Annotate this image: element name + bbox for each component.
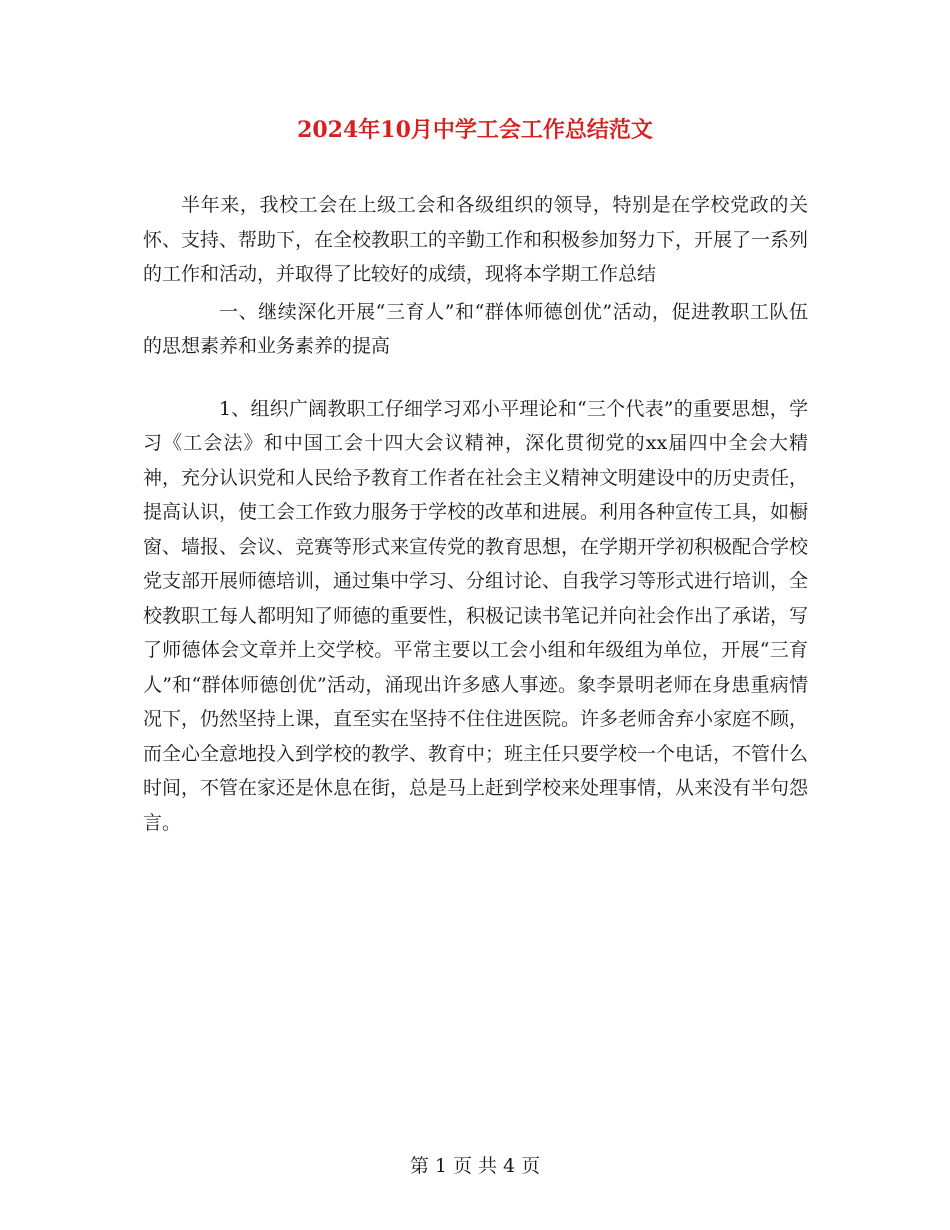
paragraph-section-heading: 一、继续深化开展“三育人”和“群体师德创优”活动，促进教职工队伍的思想素养和业务素养的提高 <box>143 300 808 357</box>
document-title: 2024年10月中学工会工作总结范文 <box>297 117 653 143</box>
paragraph-intro: 半年来，我校工会在上级工会和各级组织的领导，特别是在学校党政的关怀、支持、帮助下，在全校教职工的辛勤工作和积极参加努力下，开展了一系列的工作和活动，并取得了比较好的成绩，现将本学期工作总结 <box>143 194 809 285</box>
page-footer: 第 1 页 共 4 页 <box>409 1155 541 1177</box>
paragraph-item-1: 1、组织广阔教职工仔细学习邓小平理论和“三个代表”的重要思想，学习《工会法》和中国工会十四大会议精神，深化贯彻党的xx届四中全会大精神，充分认识党和人民给予教育工作者在社会主义精神文明建设中的历史责任，提高认识，使工会工作致力服务于学校的改革和进展。利用各种宣传工具，如橱窗、墙报、会议、竞赛等形式来宣传党的教育思想，在学期开学初积极配合学校党支部开展师德培训，通过集中学习、分组讨论、自我学习等形式进行培训，全校教职工每人都明知了师德的重要性，积极记读书笔记并向社会作出了承诺，写了师德体会文章并上交学校。平常主要以工会小组和年级组为单位，开展“三育人”和“群体师德创优”活动，涌现出许多感人事迹。象李景明老师在身患重病情况下，仍然坚持上课，直至实在坚持不住住进医院。许多老师舍弃小家庭不顾，而全心全意地投入到学校的教学、教育中；班主任只要学校一个电话，不管什么时间，不管在家还是休息在街，总是马上赶到学校来处理事情，从来没有半句怨言。 <box>143 397 809 834</box>
document-body <box>143 188 808 840</box>
